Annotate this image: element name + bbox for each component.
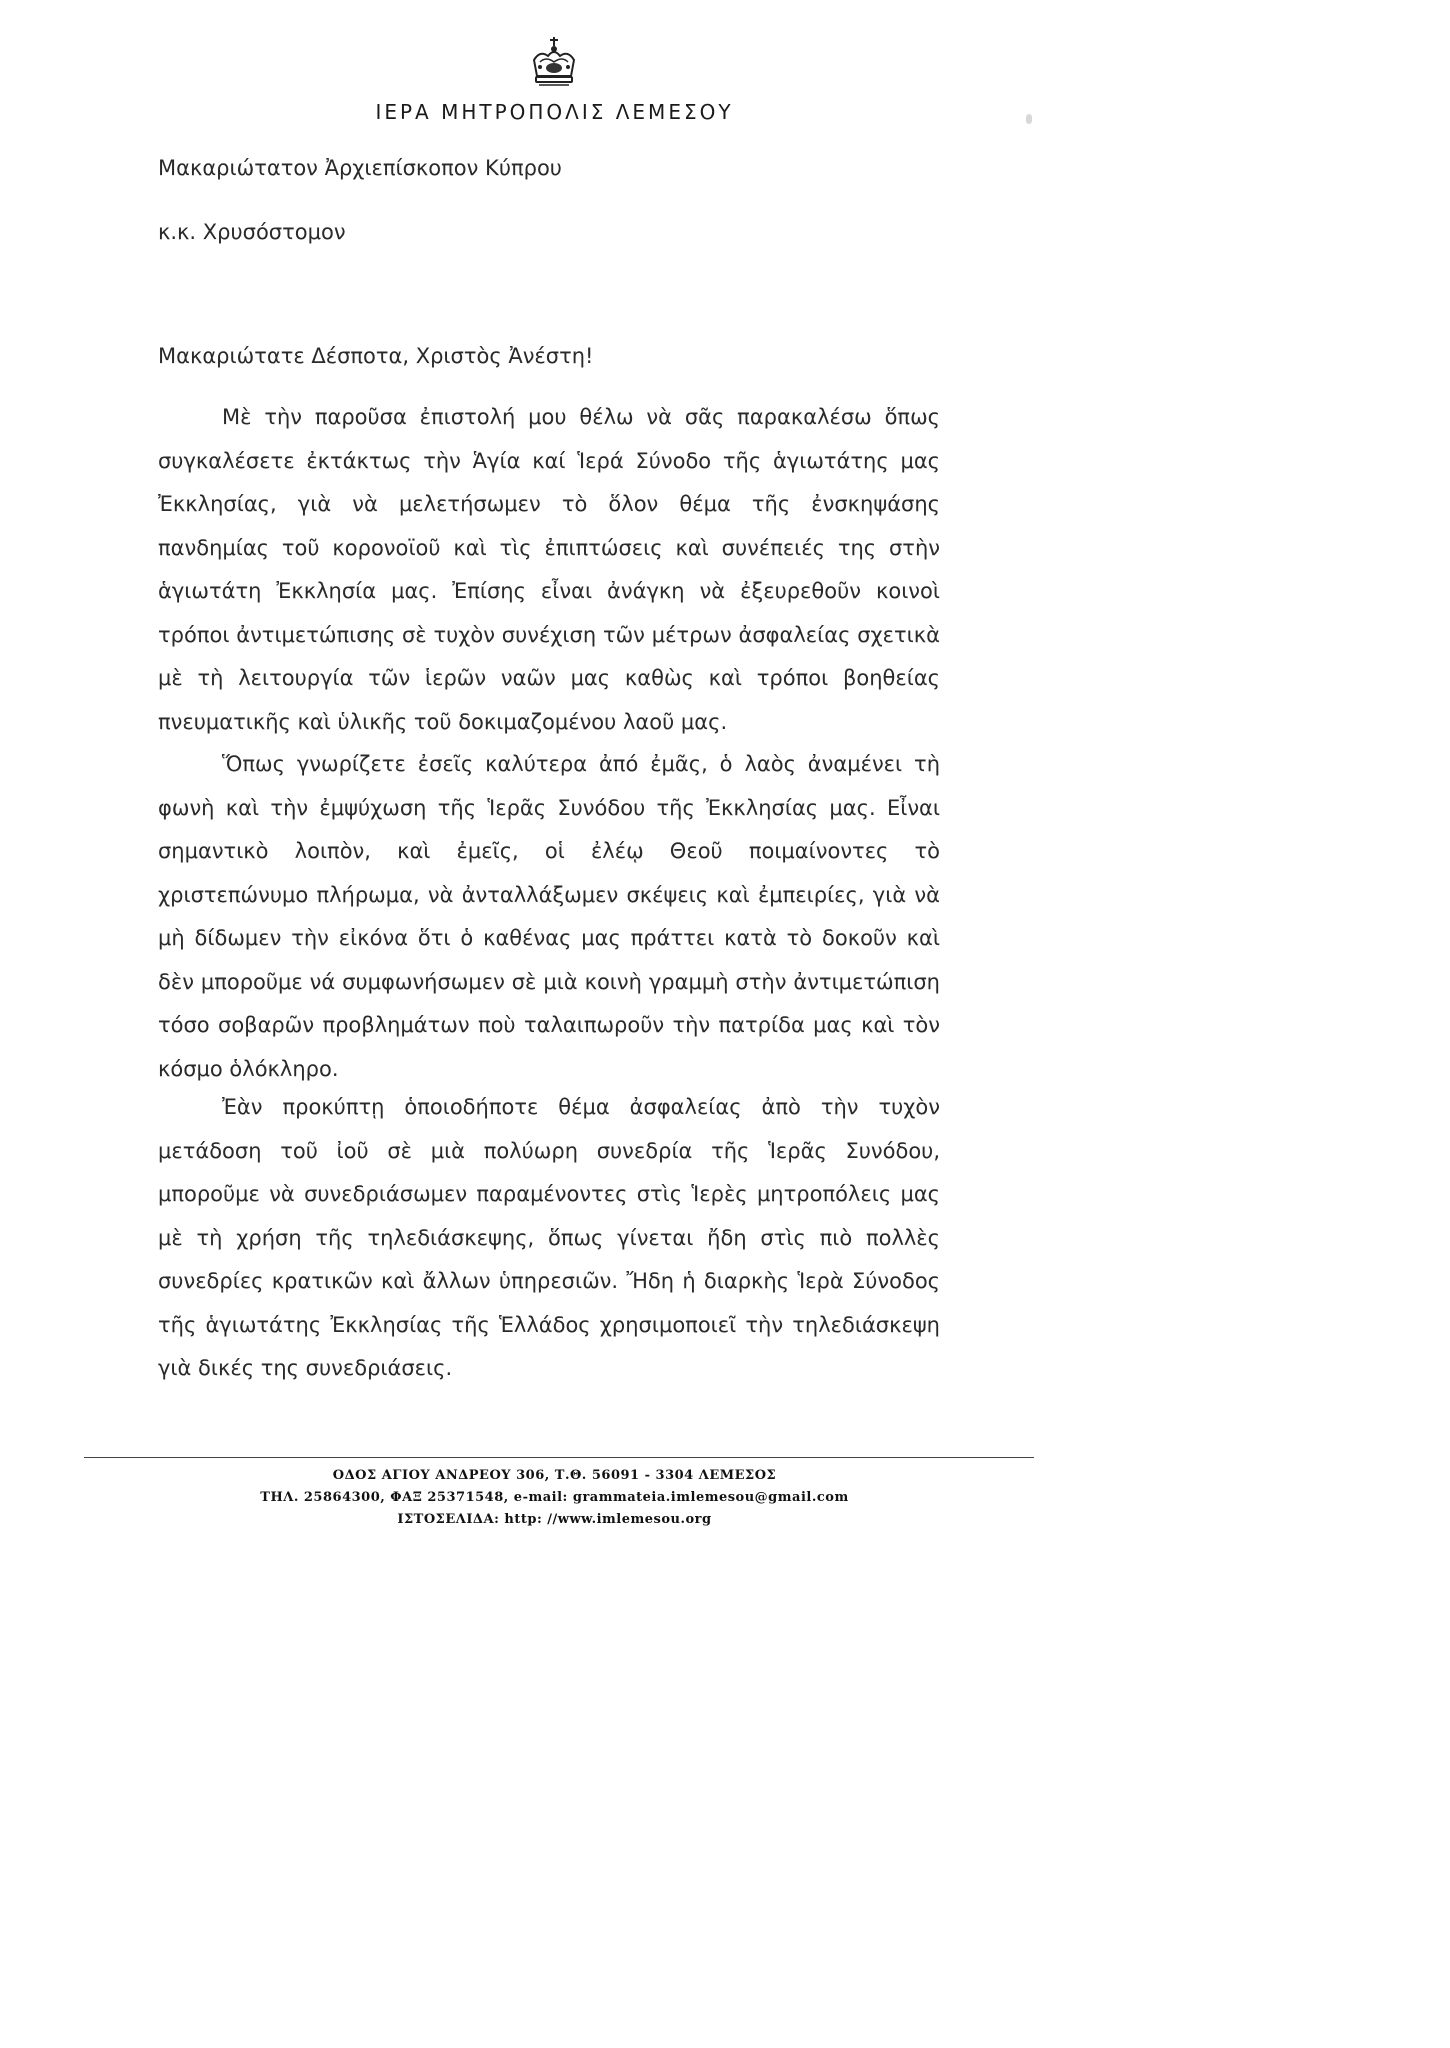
scan-speck: [1026, 114, 1032, 124]
footer-divider: [84, 1457, 1034, 1458]
footer-website: ΙΣΤΟΣΕΛΙΔΑ: http: //www.imlemesou.org: [397, 1512, 712, 1527]
recipient-line-1: Μακαριώτατον Ἀρχιεπίσκοπον Κύπρου: [158, 156, 562, 180]
crown-icon: [526, 36, 582, 92]
organization-title: ΙΕΡΑ ΜΗΤΡΟΠΟΛΙΣ ΛΕΜΕΣΟΥ: [375, 100, 734, 124]
footer-address: ΟΔΟΣ ΑΓΙΟΥ ΑΝΔΡΕΟΥ 306, Τ.Θ. 56091 - 3304 ΛΕΜΕΣΟΣ: [332, 1468, 777, 1483]
body-paragraph-3: Ἐὰν προκύπτῃ ὁποιοδήποτε θέμα ἀσφαλείας ἀπὸ τὴν τυχὸν μετάδοση τοῦ ἰοῦ σὲ μιὰ πολύωρη συνεδρία τῆς Ἱερᾶς Συνόδου, μποροῦμε νὰ συνεδριάσωμεν παραμένοντες στὶς Ἱερὲς μητροπόλεις μας μὲ τὴ χρήση τῆς τηλεδιάσκεψης, ὅπως γίνεται ἤδη στὶς πιὸ πολλὲς συνεδρίες κρατικῶν καὶ ἄλλων ὑπηρεσιῶν. Ἤδη ἡ διαρκὴς Ἱερὰ Σύνοδος τῆς ἁγιωτάτης Ἐκκλησίας τῆς Ἑλλάδος χρησιμοποιεῖ τὴν τηλεδιάσκεψη γιὰ δικές της συνεδριάσεις.: [158, 1095, 940, 1380]
body-paragraph-1: Μὲ τὴν παροῦσα ἐπιστολή μου θέλω νὰ σᾶς παρακαλέσω ὅπως συγκαλέσετε ἐκτάκτως τὴν Ἁγία καί Ἱερά Σύνοδο τῆς ἁγιωτάτης μας Ἐκκλησίας, γιὰ νὰ μελετήσωμεν τὸ ὅλον θέμα τῆς ἐνσκηψάσης πανδημίας τοῦ κορονοϊοῦ καὶ τὶς ἐπιπτώσεις καὶ συνέπειές της στὴν ἁγιωτάτη Ἐκκλησία μας. Ἐπίσης εἶναι ἀνάγκη νὰ ἐξευρεθοῦν κοινοὶ τρόποι ἀντιμετώπισης σὲ τυχὸν συνέχιση τῶν μέτρων ἀσφαλείας σχετικὰ μὲ τὴ λειτουργία τῶν ἱερῶν ναῶν μας καθὼς καὶ τρόποι βοηθείας πνευματικῆς καὶ ὑλικῆς τοῦ δοκιμαζομένου λαοῦ μας.: [158, 405, 940, 734]
recipient-line-2: κ.κ. Χρυσόστομον: [158, 220, 346, 244]
salutation: Μακαριώτατε Δέσποτα, Χριστὸς Ἀνέστη!: [158, 344, 594, 368]
footer-contact: ΤΗΛ. 25864300, ΦΑΞ 25371548, e-mail: grammateia.imlemesou@gmail.com: [260, 1490, 849, 1505]
body-paragraph-2: Ὅπως γνωρίζετε ἐσεῖς καλύτερα ἀπό ἐμᾶς, ὁ λαὸς ἀναμένει τὴ φωνὴ καὶ τὴν ἐμψύχωση τῆς Ἱερᾶς Συνόδου τῆς Ἐκκλησίας μας. Εἶναι σημαντικὸ λοιπὸν, καὶ ἐμεῖς, οἱ ἐλέῳ Θεοῦ ποιμαίνοντες τὸ χριστεπώνυμο πλήρωμα, νὰ ἀνταλλάξωμεν σκέψεις καὶ ἐμπειρίες, γιὰ νὰ μὴ δίδωμεν τὴν εἰκόνα ὅτι ὁ καθένας μας πράττει κατὰ τὸ δοκοῦν καὶ δὲν μποροῦμε νά συμφωνήσωμεν σὲ μιὰ κοινὴ γραμμὴ στὴν ἀντιμετώπιση τόσο σοβαρῶν προβλημάτων ποὺ ταλαιπωροῦν τὴν πατρίδα μας καὶ τὸν κόσμο ὁλόκληρο.: [158, 752, 940, 1081]
